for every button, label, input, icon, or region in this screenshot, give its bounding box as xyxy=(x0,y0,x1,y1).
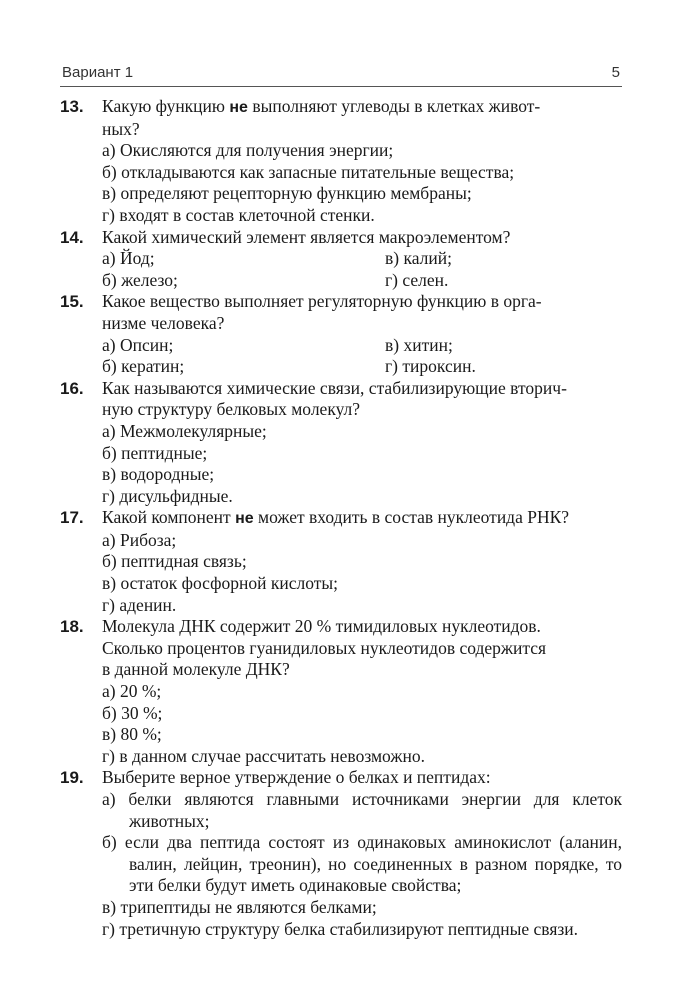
answer-grid xyxy=(60,248,622,291)
answer-option: в) калий; xyxy=(385,248,452,269)
answer-option: в) хитин; xyxy=(385,334,453,355)
answer-option: г) тироксин. xyxy=(385,356,476,377)
answer-option: в) трипептиды не являются белками; xyxy=(102,896,377,917)
question-number: 15. xyxy=(60,292,84,312)
question-text-cont: ную структуру белковых молекул? xyxy=(102,399,361,420)
question-text-cont: ных? xyxy=(102,118,140,139)
answer-option: б) кератин; xyxy=(102,356,185,377)
answer-option: а) Йод; xyxy=(102,248,155,269)
question-number: 19. xyxy=(60,768,84,788)
answer-option: г) третичную структуру белка стабилизируют пептидные связи. xyxy=(102,918,579,939)
answer-option: в) определяют рецепторную функцию мембраны; xyxy=(102,183,472,204)
answer-option: б) если два пептида состоят из одинаковых аминокислот (аланин, валин, лейцин, треонин), но соединенных в разном порядке, то эти белки будут иметь одинаковые свойства; xyxy=(102,832,622,896)
question-14 xyxy=(60,227,622,292)
answer-option: б) пептидные; xyxy=(102,442,208,463)
answer-option: в) водородные; xyxy=(102,464,215,485)
answer-option: б) 30 %; xyxy=(102,702,163,723)
emphasis-not: не xyxy=(229,99,248,116)
question-17 xyxy=(60,507,622,616)
answer-option: в) остаток фосфорной кислоты; xyxy=(102,573,338,594)
page-number: 5 xyxy=(611,64,620,81)
question-number: 16. xyxy=(60,378,84,398)
answer-option: а) Опсин; xyxy=(102,334,174,355)
question-list xyxy=(60,96,622,940)
question-15 xyxy=(60,291,622,377)
question-text: 19. Выберите верное утверждение о белках и пептидах: xyxy=(60,767,491,788)
answer-option: б) откладываются как запасные питательные вещества; xyxy=(102,161,515,182)
answer-option: г) в данном случае рассчитать невозможно. xyxy=(102,745,425,766)
question-text: 15. Какое вещество выполняет регуляторную функцию в орга- xyxy=(60,291,542,312)
question-13 xyxy=(60,96,622,227)
question-text-cont: в данной молекуле ДНК? xyxy=(102,659,290,680)
answer-option: а) Межмолекулярные; xyxy=(102,420,267,441)
answer-option: г) селен. xyxy=(385,269,449,290)
answer-option: г) входят в состав клеточной стенки. xyxy=(102,204,375,225)
answer-option: а) Окисляются для получения энергии; xyxy=(102,140,394,161)
question-text: 14. Какой химический элемент является макроэлементом? xyxy=(60,226,511,247)
answer-option: в) 80 %; xyxy=(102,724,162,745)
question-19 xyxy=(60,767,622,940)
answer-option: г) дисульфидные. xyxy=(102,485,233,506)
question-text: 16. Как называются химические связи, стабилизирующие вторич- xyxy=(60,377,567,398)
variant-label: Вариант 1 xyxy=(62,64,134,81)
question-text: 17. Какой компонент не может входить в состав нуклеотида РНК? xyxy=(60,507,570,528)
answer-option: г) аденин. xyxy=(102,594,177,615)
question-number: 14. xyxy=(60,227,84,247)
question-number: 18. xyxy=(60,617,84,637)
question-number: 13. xyxy=(60,97,84,116)
question-number: 17. xyxy=(60,508,84,528)
emphasis-not: не xyxy=(235,510,254,528)
answer-option: а) 20 %; xyxy=(102,681,162,702)
answer-option: а) Рибоза; xyxy=(102,529,177,550)
question-18 xyxy=(60,616,622,767)
question-16 xyxy=(60,378,622,508)
question-text: 13. Какую функцию не выполняют углеводы в клетках живот- xyxy=(60,96,541,116)
question-text-cont: низме человека? xyxy=(102,312,225,333)
question-text: 18. Молекула ДНК содержит 20 % тимидиловых нуклеотидов. xyxy=(60,616,541,637)
answer-option: б) пептидная связь; xyxy=(102,551,247,572)
answer-grid xyxy=(60,335,622,378)
question-text-cont: Сколько процентов гуанидиловых нуклеотидов содержится xyxy=(102,637,547,658)
answer-option: б) железо; xyxy=(102,269,178,290)
answer-option: а) белки являются главными источниками энергии для клеток животных; xyxy=(102,789,622,831)
page-header xyxy=(60,62,622,87)
